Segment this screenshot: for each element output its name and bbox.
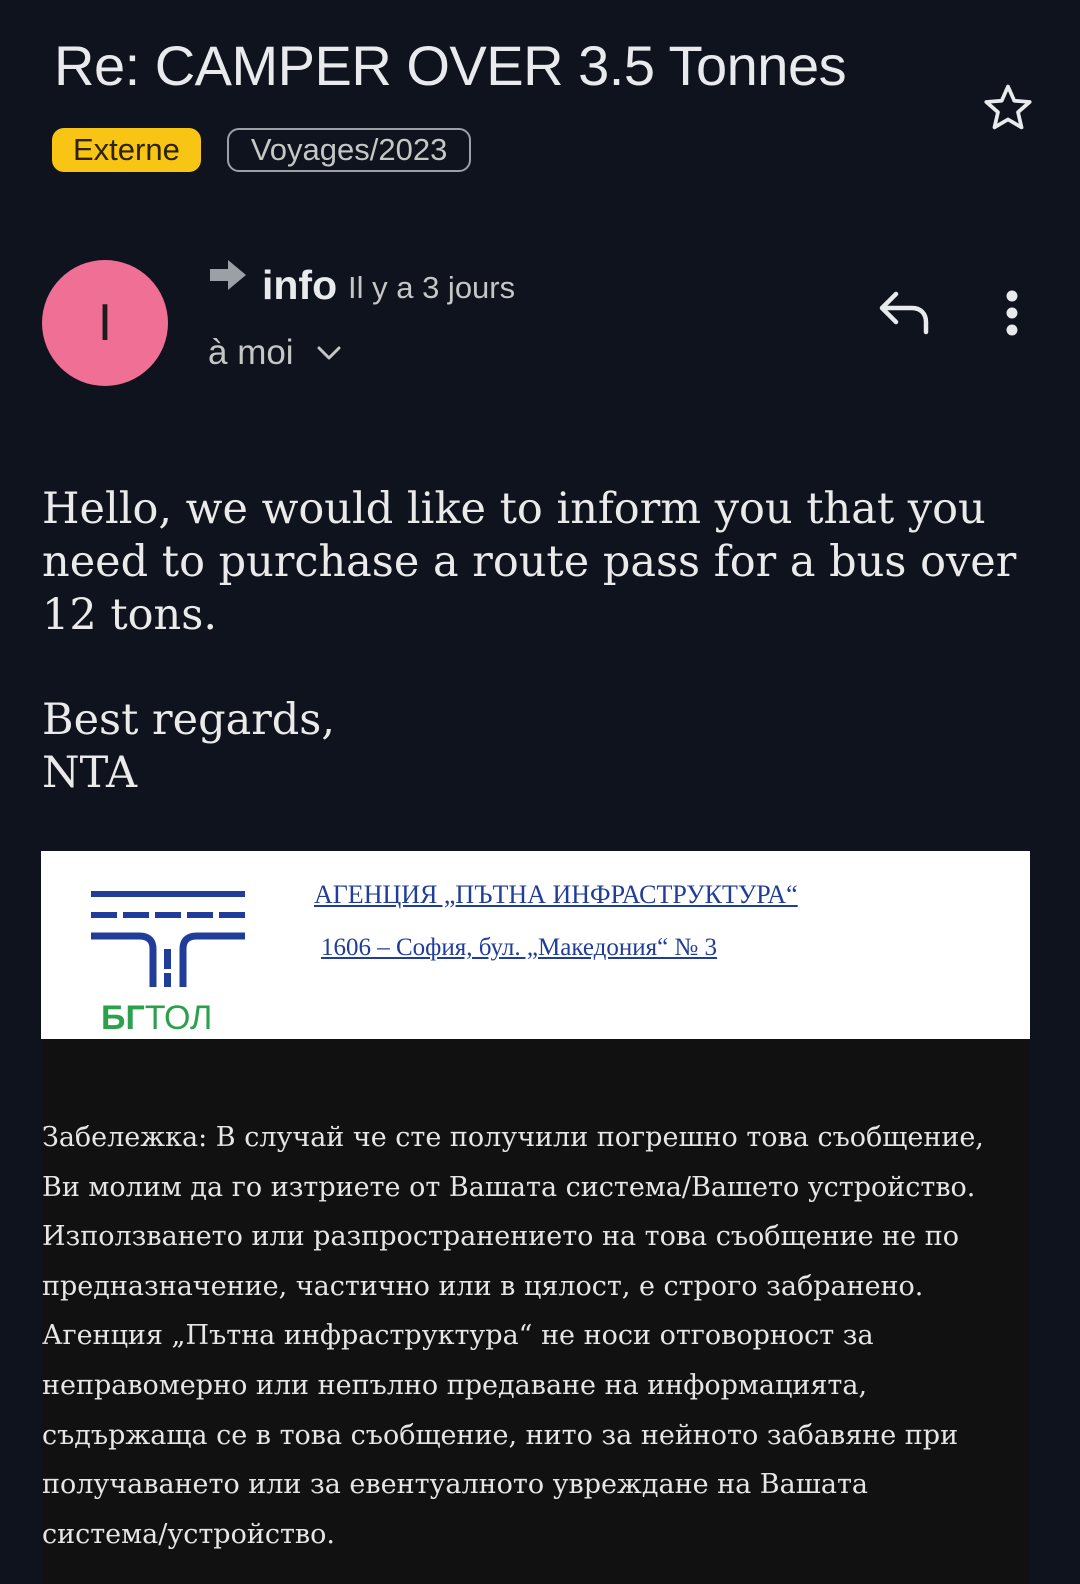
forwarded-arrow-icon [208,257,248,293]
message-line: need to purchase a route pass for a bus over [42,537,1017,587]
recipient-label[interactable]: à moi [208,333,294,372]
email-subject: Re: CAMPER OVER 3.5 Tonnes [54,34,847,97]
disclaimer-line: неправомерно или непълно предаване на информацията, [42,1369,868,1401]
message-line: 12 tons. [42,590,217,640]
label-chip-folder[interactable]: Voyages/2023 [227,128,472,172]
label-chips [52,128,471,172]
message-line: Hello, we would like to inform you that you [42,484,986,534]
disclaimer-line: Използването или разпространението на това съобщение не по [42,1221,959,1253]
disclaimer-line: Ви молим да го изтриете от Вашата система/Вашето устройство. [42,1171,976,1203]
sender-name[interactable]: info [262,262,338,308]
message-closing [42,694,335,800]
disclaimer-line: съдържаща се в това съобщение, нито за нейното забавяне при [42,1419,959,1451]
star-outline-icon[interactable] [980,80,1036,136]
chevron-down-icon[interactable] [316,343,342,363]
label-chip-externe[interactable]: Externe [52,128,201,172]
bgtol-logo-text: БГТОЛ [101,999,213,1037]
signature-banner [41,851,1030,1039]
message-time: Il y a 3 jours [348,270,516,305]
closing-line: Best regards, [42,695,336,745]
disclaimer-line: Агенция „Пътна инфраструктура“ не носи отговорност за [42,1320,874,1352]
signature-name: NTA [42,748,138,798]
message-body [42,483,1042,642]
legal-disclaimer [42,1113,1042,1559]
more-vert-icon[interactable] [1000,290,1024,336]
disclaimer-line: получаването или за евентуалното увреждане на Вашата [42,1469,868,1501]
disclaimer-line: Забележка: В случай че сте получили погрешно това съобщение, [42,1122,984,1153]
sender-avatar[interactable]: I [42,260,168,386]
reply-icon[interactable] [876,290,932,336]
agency-address-link[interactable]: 1606 – София, бул. „Македония“ № 3 [321,934,718,961]
disclaimer-line: система/устройство. [42,1518,335,1550]
disclaimer-line: предназначение, частично или в цялост, е строго забранено. [42,1270,924,1302]
agency-name-link[interactable]: АГЕНЦИЯ „ПЪТНА ИНФРАСТРУКТУРА“ [314,880,798,909]
